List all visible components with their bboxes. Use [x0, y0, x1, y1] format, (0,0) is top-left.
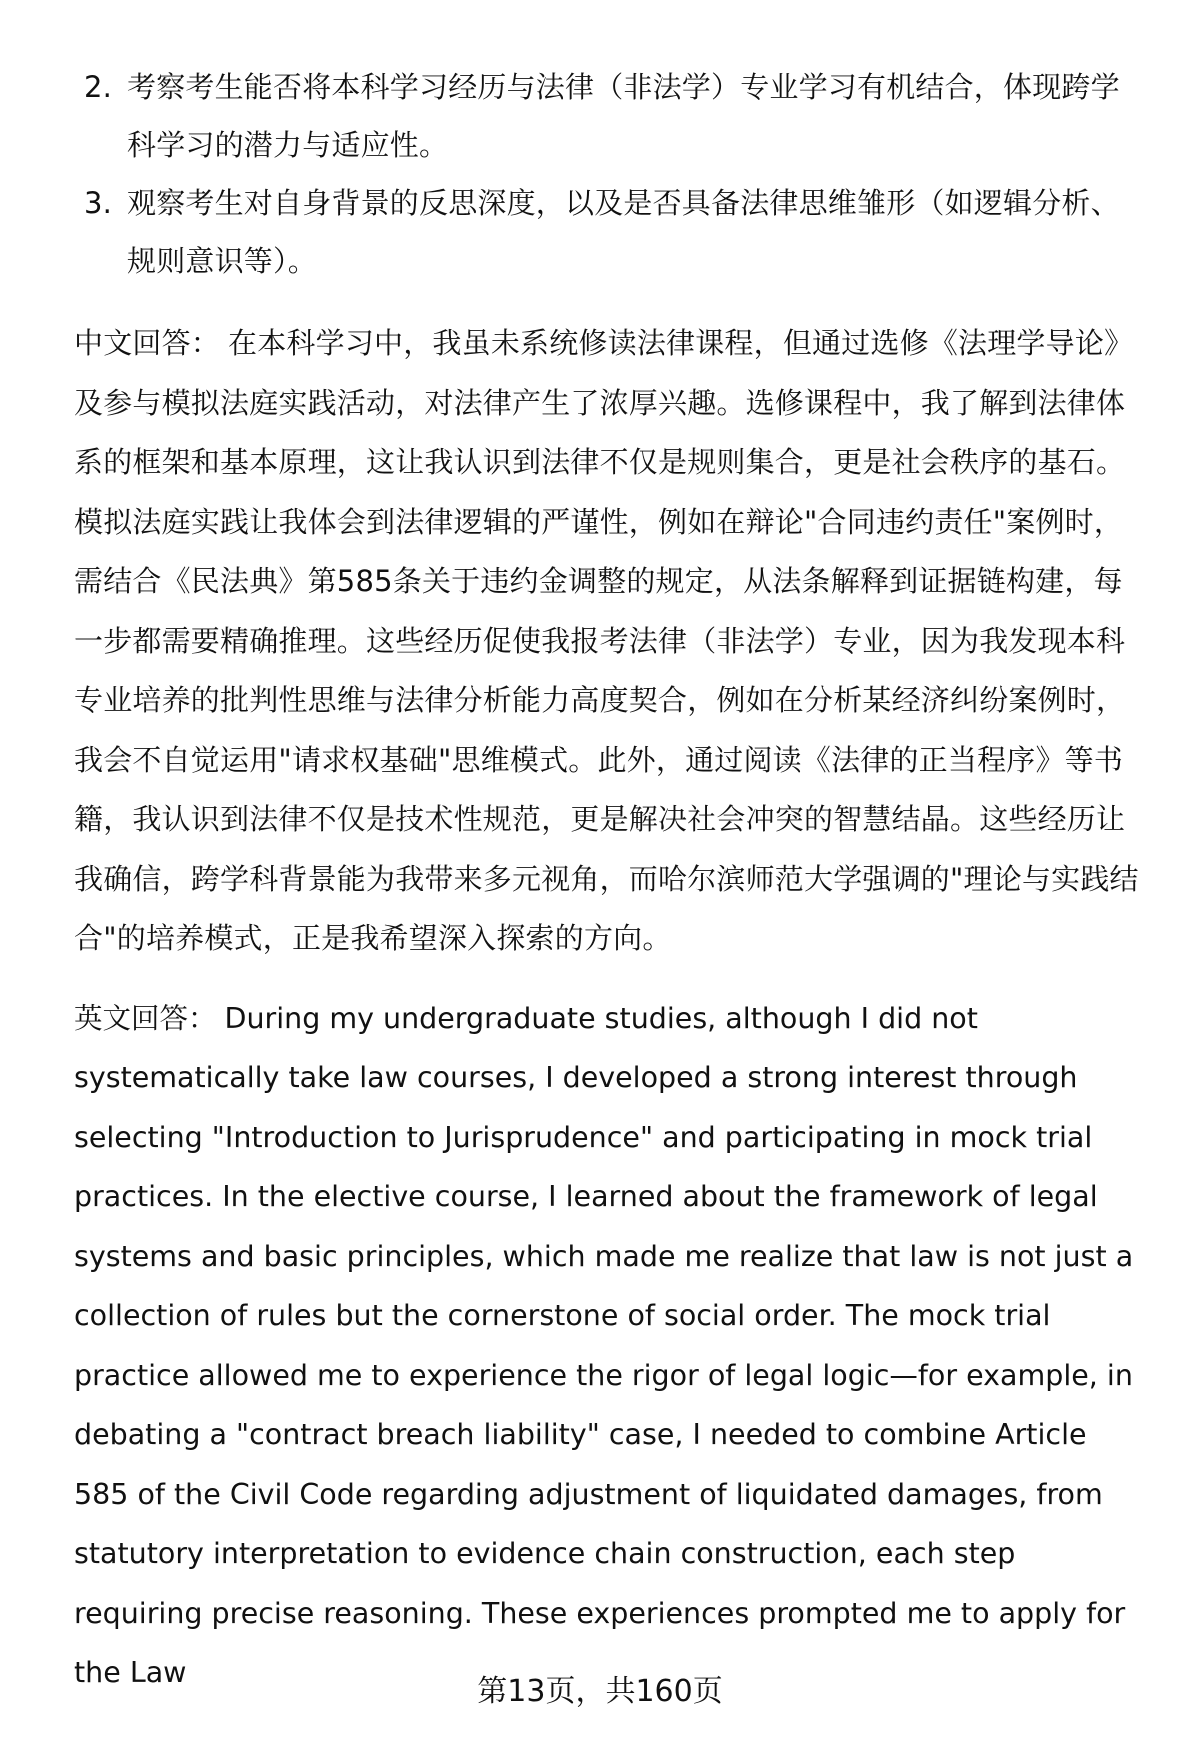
criteria-list	[74, 58, 1142, 290]
english-answer-text: During my undergraduate studies, although I did not systematically take law courses, I developed a strong interest through selecting "Introduction to Jurisprudence" and participating in mock trial practices. In the elective course, I learned about the framework of legal systems and basic principles, which made me realize that law is not just a collection of rules but the cornerstone of social order. The mock trial practice allowed me to experience the rigor of legal logic—for example, in debating a "contract breach liability" case, I needed to combine Article 585 of the Civil Code regarding adjustment of liquidated damages, from statutory interpretation to evidence chain construction, each step requiring precise reasoning. These experiences prompted me to apply for the Law	[74, 1001, 1134, 1689]
chinese-answer-text: 在本科学习中，我虽未系统修读法律课程，但通过选修《法理学导论》及参与模拟法庭实践活动，对法律产生了浓厚兴趣。选修课程中，我了解到法律体系的框架和基本原理，这让我认识到法律不仅是规则集合，更是社会秩序的基石。模拟法庭实践让我体会到法律逻辑的严谨性，例如在辩论"合同违约责任"案例时，需结合《民法典》第585条关于违约金调整的规定，从法条解释到证据链构建，每一步都需要精确推理。这些经历促使我报考法律（非法学）专业，因为我发现本科专业培养的批判性思维与法律分析能力高度契合，例如在分析某经济纠纷案例时，我会不自觉运用"请求权基础"思维模式。此外，通过阅读《法律的正当程序》等书籍，我认识到法律不仅是技术性规范，更是解决社会冲突的智慧结晶。这些经历让我确信，跨学科背景能为我带来多元视角，而哈尔滨师范大学强调的"理论与实践结合"的培养模式，正是我希望深入探索的方向。	[74, 326, 1139, 955]
list-item-number: 2.	[84, 70, 113, 104]
chinese-answer-paragraph	[74, 314, 1142, 969]
list-item-text: 考察考生能否将本科学习经历与法律（非法学）专业学习有机结合，体现跨学科学习的潜力与适应性。	[127, 70, 1120, 162]
page-content	[74, 58, 1142, 1703]
english-answer-label: 英文回答：	[74, 1001, 217, 1035]
page-number-footer: 第13页，共160页	[477, 1674, 723, 1709]
english-answer-paragraph	[74, 989, 1142, 1703]
list-item-number: 3.	[84, 186, 113, 220]
list-item	[74, 58, 1142, 174]
list-item-text: 观察考生对自身背景的反思深度，以及是否具备法律思维雏形（如逻辑分析、规则意识等）。	[127, 186, 1120, 278]
list-item	[74, 174, 1142, 290]
chinese-answer-label: 中文回答：	[74, 326, 221, 360]
